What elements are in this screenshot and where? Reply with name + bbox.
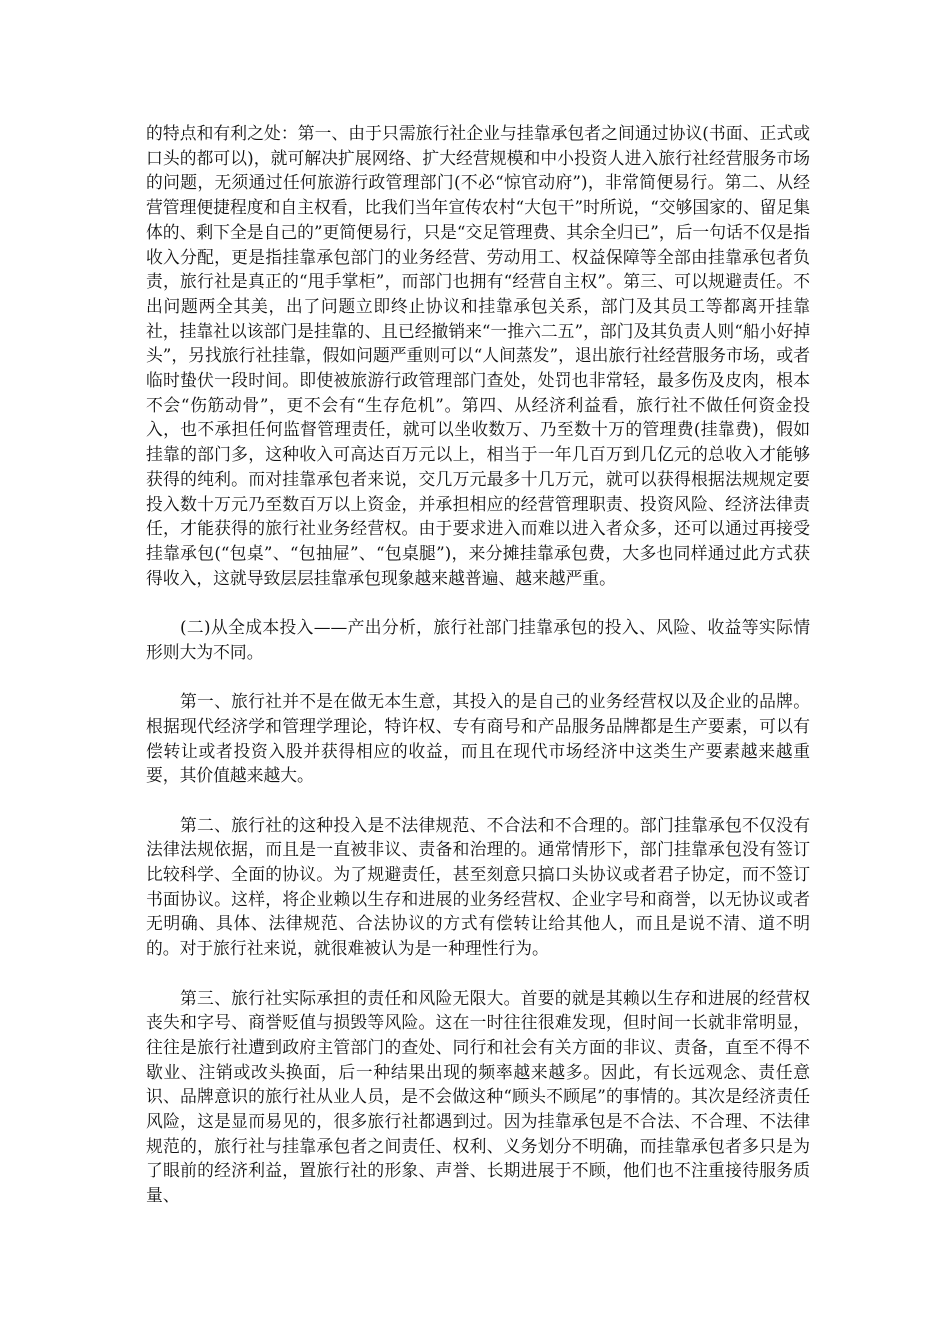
paragraph-3: 第一、旅行社并不是在做无本生意，其投入的是自己的业务经营权以及企业的品牌。根据现代经济学和管理学理论，特许权、专有商号和产品服务品牌都是生产要素，可以有偿转让或者投资入股并获得相应的收益，而且在现代市场经济中这类生产要素越来越重要，其价值越来越大。 (146, 691, 810, 786)
paragraph-2: (二)从全成本投入——产出分析，旅行社部门挂靠承包的投入、风险、收益等实际情形则大为不同。 (146, 617, 810, 662)
paragraph-5: 第三、旅行社实际承担的责任和风险无限大。首要的就是其赖以生存和进展的经营权丧失和字号、商誉贬值与损毁等风险。这在一时往往很难发现，但时间一长就非常明显，往往是旅行社遭到政府主管部门的查处、同行和社会有关方面的非议、责备，直至不得不歇业、注销或改头换面，后一种结果出现的频率越来越多。因此，有长远观念、责任意识、品牌意识的旅行社从业人员，是不会做这种“顾头不顾尾”的事情的。其次是经济责任风险，这是显而易见的，很多旅行社都遇到过。因为挂靠承包是不合法、不合理、不法律规范的，旅行社与挂靠承包者之间责任、权利、义务划分不明确，而挂靠承包者多只是为了眼前的经济利益，置旅行社的形象、声誉、长期进展于不顾，他们也不注重接待服务质量、 (146, 987, 810, 1206)
document-body (146, 121, 810, 1208)
paragraph-1: 的特点和有利之处：第一、由于只需旅行社企业与挂靠承包者之间通过协议(书面、正式或口头的都可以)，就可解决扩展网络、扩大经营规模和中小投资人进入旅行社经营服务市场的问题，无须通过任何旅游行政管理部门(不必“惊官动府”)，非常简便易行。第二、从经营管理便捷程度和自主权看，比我们当年宣传农村“大包干”时所说，“交够国家的、留足集体的、剩下全是自己的”更简便易行，只是“交足管理费、其余全归已”，后一句话不仅是指收入分配，更是指挂靠承包部门的业务经营、劳动用工、权益保障等全部由挂靠承包者负责，旅行社是真正的“甩手掌柜”，而部门也拥有“经营自主权”。第三、可以规避责任。不出问题两全其美，出了问题立即终止协议和挂靠承包关系，部门及其员工等都离开挂靠社，挂靠社以该部门是挂靠的、且已经撤销来“一推六二五”，部门及其负责人则“船小好掉头”，另找旅行社挂靠，假如问题严重则可以“人间蒸发”，退出旅行社经营服务市场，或者临时蛰伏一段时间。即使被旅游行政管理部门查处，处罚也非常轻，最多伤及皮肉，根本不会“伤筋动骨”，更不会有“生存危机”。第四、从经济利益看，旅行社不做任何资金投入，也不承担任何监督管理责任，就可以坐收数万、乃至数十万的管理费(挂靠费)，假如挂靠的部门多，这种收入可高达百万元以上，相当于一年几百万到几亿元的总收入才能够获得的纯利。而对挂靠承包者来说，交几万元最多十几万元，就可以获得根据法规规定要投入数十万元乃至数百万以上资金，并承担相应的经营管理职责、投资风险、经济法律责任，才能获得的旅行社业务经营权。由于要求进入而难以进入者众多，还可以通过再接受挂靠承包(“包桌”、“包抽屉”、“包桌腿”)，来分摊挂靠承包费，大多也同样通过此方式获得收入，这就导致层层挂靠承包现象越来越普遍、越来越严重。 (146, 123, 810, 588)
paragraph-4: 第二、旅行社的这种投入是不法律规范、不合法和不合理的。部门挂靠承包不仅没有法律法规依据，而且是一直被非议、责备和治理的。通常情形下，部门挂靠承包没有签订比较科学、全面的协议。为了规避责任，甚至刻意只搞口头协议或者君子协定，而不签订书面协议。这样，将企业赖以生存和进展的业务经营权、企业字号和商誉，以无协议或者无明确、具体、法律规范、合法协议的方式有偿转让给其他人，而且是说不清、道不明的。对于旅行社来说，就很难被认为是一种理性行为。 (146, 814, 810, 959)
